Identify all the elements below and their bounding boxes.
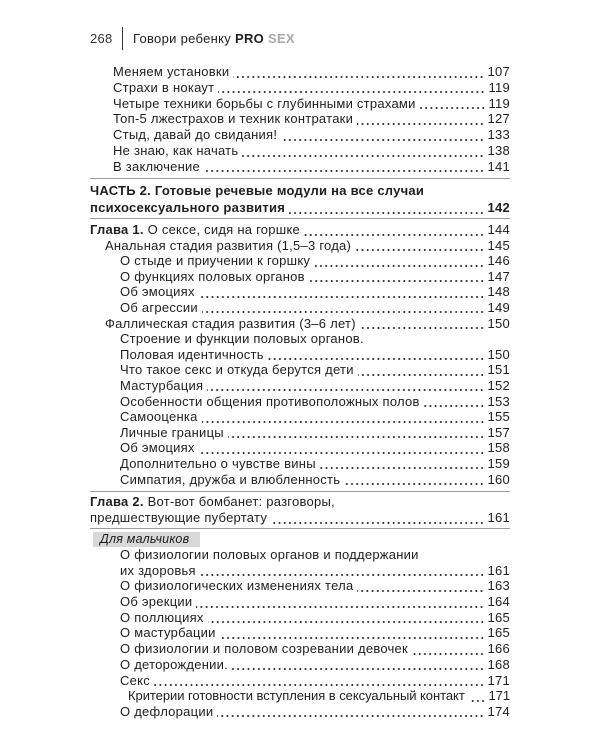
dot-leader (357, 111, 484, 127)
toc-entry-title: Строение и функции половых органов. (120, 331, 364, 347)
toc-entry-page: 149 (487, 299, 510, 315)
chapter-heading (90, 510, 510, 526)
toc-entry-page: 165 (487, 625, 510, 641)
section-divider (90, 218, 510, 219)
group-label: Для мальчиков (93, 532, 200, 547)
chapter-name-line-2: предшествующие пубертату (90, 510, 268, 525)
toc-entry-page: 119 (488, 95, 510, 111)
toc-entry-page: 163 (487, 578, 510, 594)
book-title-sex: SEX (267, 31, 295, 46)
dot-leader (309, 269, 485, 285)
dot-leader (233, 64, 484, 80)
dot-leader (314, 253, 484, 269)
toc-entry (90, 578, 510, 594)
dot-leader (242, 143, 484, 159)
toc-entry-title: Личные границы (120, 424, 224, 440)
toc-part1-tail (90, 64, 510, 175)
toc-entry (90, 143, 510, 159)
toc-entry (90, 563, 510, 579)
toc-entry-title: Об эмоциях (120, 284, 195, 300)
toc-entry (90, 688, 510, 704)
toc-entry (90, 362, 510, 378)
toc-entry (90, 425, 510, 441)
toc-entry-title: Мастурбация (120, 377, 204, 393)
dot-leader (207, 378, 484, 394)
running-header (90, 29, 510, 49)
chapter-label: Глава 1. (90, 222, 144, 237)
dot-leader (469, 688, 486, 704)
toc-entry-page: 150 (487, 346, 510, 362)
toc-entry (90, 456, 510, 472)
book-title-pro: PRO (234, 31, 265, 46)
book-page (90, 0, 510, 750)
toc-entry (90, 159, 510, 175)
toc-entry (90, 472, 510, 488)
dot-leader (412, 641, 485, 657)
dot-leader (289, 200, 484, 217)
toc-entry-page: 155 (487, 409, 510, 425)
toc-entry-title: Топ-5 лжестрахов и техник контратаки (113, 111, 354, 127)
toc-entry-page: 157 (487, 424, 510, 440)
toc-entry-title: Стыд, давай до свидания! (113, 127, 278, 143)
dot-leader (358, 362, 485, 378)
toc-entry-title: О физиологических изменениях тела (120, 578, 354, 594)
toc-entry (90, 625, 510, 641)
toc-entry-title: О физиологии половых органов и поддержании (120, 547, 419, 562)
toc-entry-title: Что такое секс и откуда берутся дети (120, 362, 354, 378)
toc-entry-title: Страхи в нокаут (113, 79, 215, 95)
toc-entry-page: 160 (487, 471, 510, 487)
toc-entry (90, 284, 510, 300)
dot-leader (424, 394, 485, 410)
chapter-1 (90, 222, 510, 487)
dot-leader (200, 563, 485, 579)
dot-leader (218, 80, 485, 96)
toc-entry-page: 107 (487, 64, 510, 79)
dot-leader (304, 222, 485, 238)
toc-section (90, 238, 510, 254)
toc-entry-page: 151 (487, 362, 510, 378)
toc-entry (90, 594, 510, 610)
toc-entry-page: 164 (487, 594, 510, 610)
toc-entry (90, 610, 510, 626)
toc-entry (90, 200, 510, 217)
toc-entry-title: Секс (120, 672, 150, 688)
toc-entry-page: 147 (487, 268, 510, 284)
toc-entry-title: Об агрессии (120, 299, 198, 315)
toc-entry-page: 159 (487, 455, 510, 471)
toc-entry (90, 253, 510, 269)
chapter-label: Глава 2. (90, 494, 144, 509)
chapter-name-line-1: Вот-вот бомбанет: разговоры, (147, 494, 335, 509)
part-title-line-2: психосексуального развития (90, 199, 286, 215)
toc-entry-title: Критерии готовности вступления в сексуальный контакт (128, 688, 465, 704)
toc-entry-title: Особенности общения противоположных полов (120, 393, 420, 409)
toc-entry (90, 64, 510, 80)
chapter-2 (90, 494, 510, 526)
toc-entry-title: О дефлорации (120, 703, 214, 719)
dot-leader (199, 440, 485, 456)
dot-leader (204, 159, 485, 175)
toc-entry-page: 142 (487, 199, 510, 215)
section-divider (90, 528, 510, 529)
dot-leader (344, 472, 484, 488)
dot-leader (420, 96, 486, 112)
chapter-title-line-1 (90, 494, 510, 510)
toc-entry (90, 409, 510, 425)
toc-entry-page: 158 (487, 440, 510, 456)
chapter-heading (90, 222, 510, 238)
dot-leader (228, 425, 485, 441)
toc-entry-page: 141 (487, 158, 510, 174)
toc-entry (90, 269, 510, 285)
toc-entry-page: 138 (487, 142, 510, 158)
toc-entry (90, 641, 510, 657)
toc-entry-title: Половая идентичность (120, 346, 264, 362)
toc-entry-page: 166 (487, 641, 510, 657)
dot-leader (199, 284, 485, 300)
chapter-name: О сексе, сидя на горшке (147, 222, 301, 237)
dot-leader (320, 456, 485, 472)
toc-entry-title: Меняем установки (113, 64, 230, 79)
section-divider (90, 178, 510, 179)
dot-leader (208, 610, 485, 626)
dot-leader (220, 625, 485, 641)
book-title (133, 29, 295, 49)
toc-section-title: Фаллическая стадия развития (3–6 лет) (105, 315, 356, 331)
dot-leader (360, 316, 485, 332)
toc-entry-page: 145 (487, 237, 510, 253)
toc-entry (90, 657, 510, 673)
toc-entry-page: 150 (487, 315, 510, 331)
toc-entry (90, 394, 510, 410)
dot-leader (202, 300, 485, 316)
toc-entry-title: О стыде и приучении к горшку (120, 253, 311, 269)
book-title-main: Говори ребенку (133, 31, 232, 46)
toc-entry-title: О деторождении. (120, 656, 229, 672)
toc-entry-page: 161 (487, 562, 510, 578)
toc-entry-page: 165 (487, 609, 510, 625)
toc-entry-page: 153 (487, 393, 510, 409)
toc-entry-title: Самооценка (120, 409, 198, 425)
toc-entry (90, 378, 510, 394)
page-number: 268 (90, 31, 113, 46)
toc-entry-title: Об эмоциях (120, 440, 195, 456)
part-2-heading (90, 183, 510, 216)
dot-leader (154, 673, 485, 689)
toc-entry (90, 673, 510, 689)
toc-entry-title: О физиологии и половом созревании девочек (120, 641, 408, 657)
toc-entry-title: О мастурбации (120, 625, 216, 641)
toc-entry (90, 300, 510, 316)
toc-entry-page: 171 (488, 688, 510, 704)
toc-entry (90, 96, 510, 112)
toc-entry (90, 347, 510, 363)
toc-entry-page: 148 (487, 284, 510, 300)
toc-entry-page: 171 (487, 672, 510, 688)
toc-entry-page: 119 (488, 79, 510, 95)
toc-section (90, 316, 510, 332)
toc-entry-title: их здоровья (120, 562, 196, 578)
header-divider (122, 27, 123, 50)
toc-entry-title: Об эрекции (120, 594, 193, 610)
section-divider (90, 491, 510, 492)
dot-leader (268, 347, 485, 363)
toc-entry (90, 704, 510, 720)
toc-entry-page: 133 (487, 127, 510, 143)
part-title-line-1: ЧАСТЬ 2. Готовые речевые модули на все случаи (90, 183, 425, 198)
dot-leader (281, 127, 484, 143)
toc-entry-title: О поллюциях (120, 609, 204, 625)
dot-leader (232, 657, 485, 673)
dot-leader (357, 578, 484, 594)
toc-entry (90, 440, 510, 456)
toc-entry-page: 152 (487, 377, 510, 393)
chapter-title (90, 222, 300, 238)
toc-entry-page: 146 (487, 253, 510, 269)
toc-entry (90, 80, 510, 96)
toc-entry-title: Дополнительно о чувстве вины (120, 455, 316, 471)
toc-entry-page: 168 (487, 656, 510, 672)
toc-entry-title: Симпатия, дружба и влюбленность (120, 471, 341, 487)
dot-leader (355, 238, 484, 254)
dot-leader (202, 409, 485, 425)
toc-entry-title: В заключение (113, 158, 201, 174)
toc-entry-page: 161 (487, 510, 510, 525)
toc-section-title: Анальная стадия развития (1,5–3 года) (105, 237, 352, 253)
toc-entry-page: 127 (487, 111, 510, 127)
dot-leader (196, 594, 484, 610)
dot-leader (217, 704, 484, 720)
toc-entry (90, 127, 510, 143)
toc-entry-title: Четыре техники борьбы с глубинными страхами (113, 95, 416, 111)
chapter-2-boys-list (90, 547, 510, 720)
toc-entry-page: 144 (487, 222, 510, 237)
toc-entry (90, 111, 510, 127)
toc-entry-page: 174 (487, 703, 510, 719)
toc-entry-title: О функциях половых органов (120, 268, 305, 284)
dot-leader (271, 510, 484, 526)
toc-entry-title: Не знаю, как начать (113, 142, 239, 158)
